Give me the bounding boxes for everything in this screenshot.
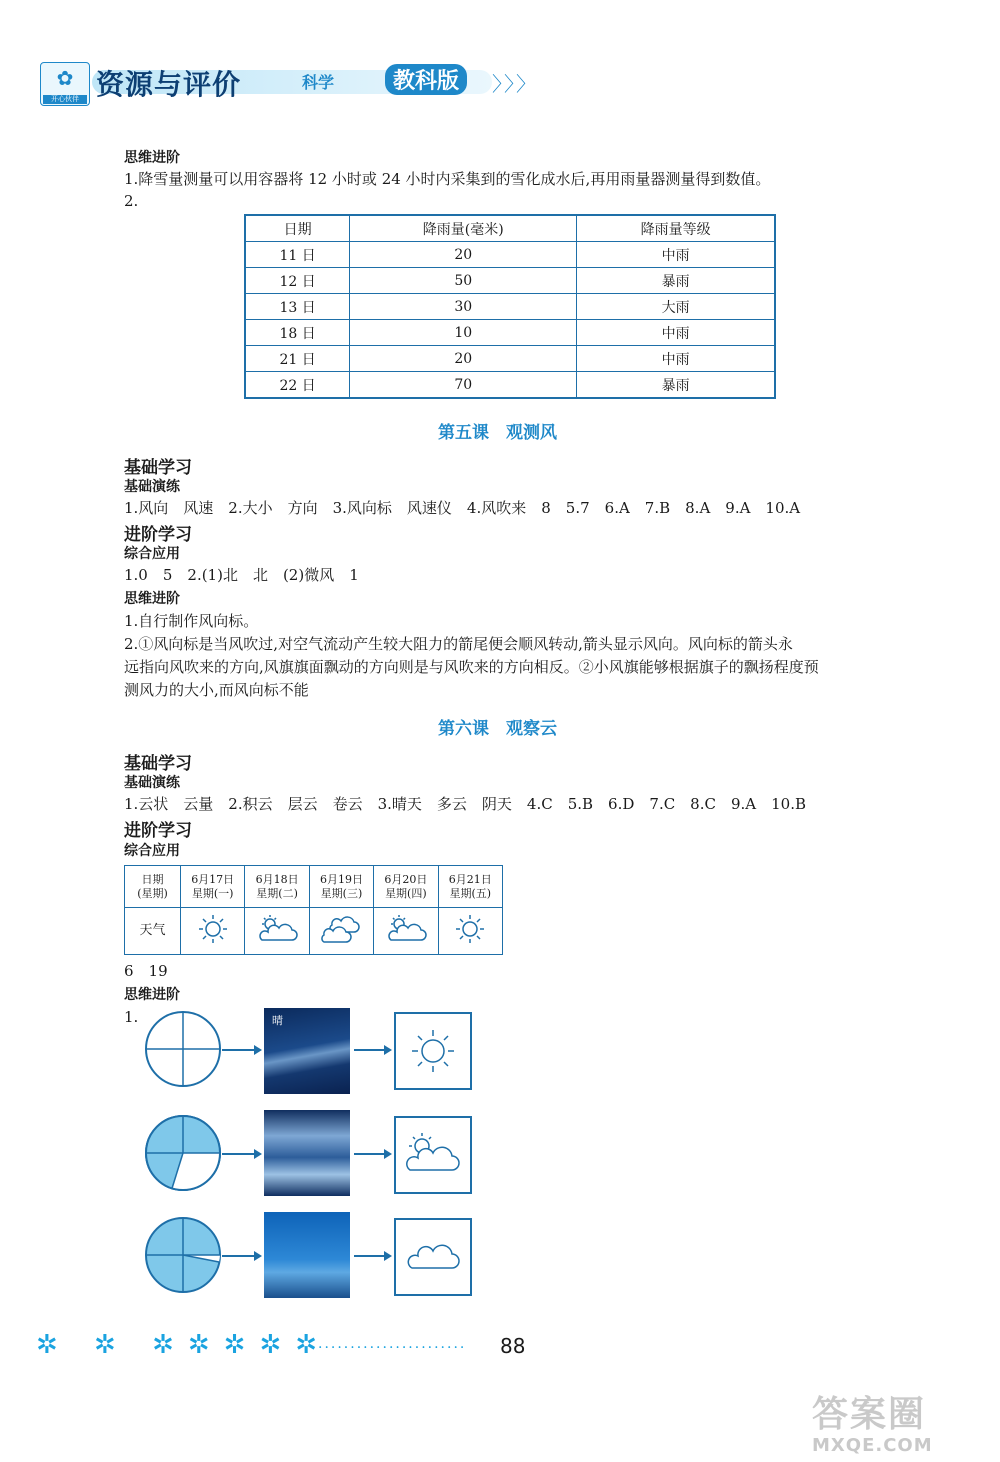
table-row (125, 908, 503, 955)
banner-arrows-icon: 〉〉〉 (492, 72, 538, 96)
table-cell (181, 866, 245, 908)
heading-thinking: 思维进阶 (124, 987, 180, 1003)
heading-basic-practice: 基础演练 (124, 775, 180, 791)
table-cell: 暴雨 (577, 268, 775, 294)
table-cell: 18 日 (245, 320, 350, 346)
sun-icon (396, 1014, 470, 1088)
page-number: 88 (500, 1334, 526, 1358)
table-header-cell (125, 866, 181, 908)
table-row (125, 866, 503, 908)
table-row (245, 294, 775, 320)
table-cell: 10 (350, 320, 577, 346)
table-cell (374, 908, 438, 955)
watermark-url: MXQE.COM (812, 1435, 933, 1456)
table-cell: 大雨 (577, 294, 775, 320)
table-header-cell: 降雨量(毫米) (350, 215, 577, 242)
answer-line: 2. (124, 192, 139, 210)
heading-basic-practice: 基础演练 (124, 479, 180, 495)
decorative-stars-icon: ✲ ✲ ✲✲✲✲✲ (36, 1330, 332, 1360)
table-cell (309, 908, 373, 955)
heading-advanced-learning: 进阶学习 (124, 525, 192, 545)
day-weekday: 星期(三) (320, 886, 363, 900)
book-edition: 教科版 (385, 64, 467, 95)
lesson6-title: 第六课 观察云 (438, 719, 557, 739)
header-banner (40, 62, 538, 104)
table-cell: 21 日 (245, 346, 350, 372)
section-heading-thinking: 思维进阶 (124, 150, 180, 166)
book-subject: 科学 (302, 73, 335, 92)
answer-line: 远指向风吹来的方向,风旗旗面飘动的方向则是与风吹来的方向相反。②小风旗能够根据旗子的飘扬程度预 (124, 658, 819, 676)
arrow-icon (222, 1153, 260, 1155)
sky-photo-overcast (264, 1212, 350, 1298)
table-cell: 70 (350, 372, 577, 399)
table-row (245, 372, 775, 399)
answer-line: 6 19 (124, 962, 168, 980)
day-date: 6月21日 (448, 872, 492, 886)
table-cell: 13 日 (245, 294, 350, 320)
cloud-cover-circle-overcast (144, 1216, 222, 1294)
table-cell (438, 866, 502, 908)
arrow-icon (222, 1255, 260, 1257)
arrow-icon (354, 1153, 390, 1155)
answer-line: 1.降雪量测量可以用容器将 12 小时或 24 小时内采集到的雪化成水后,再用雨量器测量得到数值。 (124, 170, 771, 188)
table-row (245, 242, 775, 268)
table-cell: 暴雨 (577, 372, 775, 399)
answer-line: 测风力的大小,而风向标不能 (124, 681, 309, 699)
table-cell (309, 866, 373, 908)
table-cell: 11 日 (245, 242, 350, 268)
table-cell: 中雨 (577, 320, 775, 346)
publisher-logo: ✿ 开心伙伴 (40, 62, 90, 106)
cloud-cover-circle-clear (144, 1010, 222, 1088)
symbol-box (394, 1218, 472, 1296)
day-weekday: 星期(二) (256, 886, 298, 900)
table-row (245, 346, 775, 372)
table-header-cell: 日期 (245, 215, 350, 242)
answer-line: 2.①风向标是当风吹过,对空气流动产生较大阻力的箭尾便会顺风转动,箭头显示风向。风向标的箭头永 (124, 635, 793, 653)
lesson5-title: 第五课 观测风 (438, 423, 557, 443)
table-row (245, 320, 775, 346)
table-cell: 20 (350, 346, 577, 372)
table-cell (438, 908, 502, 955)
day-date: 6月20日 (384, 872, 428, 886)
sky-photo-clear (264, 1008, 350, 1094)
sky-photo-partly-cloudy (264, 1110, 350, 1196)
day-date: 6月19日 (319, 872, 363, 886)
table-header-cell: 降雨量等级 (577, 215, 775, 242)
day-weekday: 星期(五) (449, 886, 492, 900)
table-cell (374, 866, 438, 908)
table-cell: 30 (350, 294, 577, 320)
answer-line: 1. (124, 1008, 139, 1026)
answer-line: 1.风向 风速 2.大小 方向 3.风向标 风速仪 4.风吹来 8 5.7 6.A 7.B 8.A 9.A 10.A (124, 499, 801, 517)
dotted-leader: ······················· (318, 1340, 467, 1356)
symbol-box (394, 1116, 472, 1194)
partly-cloudy-icon (254, 912, 300, 946)
logo-text: 开心伙伴 (43, 95, 87, 104)
cloud-cover-circle-partly (144, 1114, 222, 1192)
table-cell: 12 日 (245, 268, 350, 294)
row-header-weekday: (星期) (137, 886, 168, 900)
table-cell: 22 日 (245, 372, 350, 399)
cloud-icon (396, 1220, 470, 1294)
arrow-icon (354, 1255, 390, 1257)
heading-basic-learning: 基础学习 (124, 458, 192, 478)
heading-basic-learning: 基础学习 (124, 754, 192, 774)
symbol-box (394, 1012, 472, 1090)
photo-label: 晴 (272, 1014, 283, 1027)
cloudy-icon (318, 912, 364, 946)
answer-line: 1.自行制作风向标。 (124, 612, 259, 630)
table-header-row (245, 215, 775, 242)
arrow-icon (354, 1049, 390, 1051)
heading-applied: 综合应用 (124, 843, 180, 859)
day-weekday: 星期(四) (385, 886, 427, 900)
watermark (812, 1386, 988, 1456)
heading-thinking: 思维进阶 (124, 591, 180, 607)
arrow-icon (222, 1049, 260, 1051)
row-header-date: 日期 (141, 872, 164, 886)
table-cell: 中雨 (577, 346, 775, 372)
book-title: 资源与评价 (96, 68, 242, 101)
answer-line: 1.云状 云量 2.积云 层云 卷云 3.晴天 多云 阴天 4.C 5.B 6.D 7.C 8.C 9.A 10.B (124, 795, 806, 813)
day-date: 6月17日 (191, 872, 235, 886)
heading-applied: 综合应用 (124, 546, 180, 562)
table-cell: 50 (350, 268, 577, 294)
weather-table (124, 865, 503, 955)
table-cell (245, 866, 309, 908)
partly-cloudy-icon (396, 1118, 470, 1192)
table-cell: 20 (350, 242, 577, 268)
table-cell (245, 908, 309, 955)
answer-line: 1.0 5 2.(1)北 北 (2)微风 1 (124, 566, 359, 584)
day-weekday: 星期(一) (191, 886, 234, 900)
table-row (245, 268, 775, 294)
table-cell (181, 908, 245, 955)
watermark-text: 答案圈 (812, 1394, 927, 1435)
sun-icon (447, 912, 493, 946)
sun-icon (190, 912, 236, 946)
heading-advanced-learning: 进阶学习 (124, 821, 192, 841)
day-date: 6月18日 (255, 872, 299, 886)
partly-cloudy-icon (383, 912, 429, 946)
row-header-weather: 天气 (125, 908, 181, 955)
rainfall-table (244, 214, 776, 399)
table-cell: 中雨 (577, 242, 775, 268)
